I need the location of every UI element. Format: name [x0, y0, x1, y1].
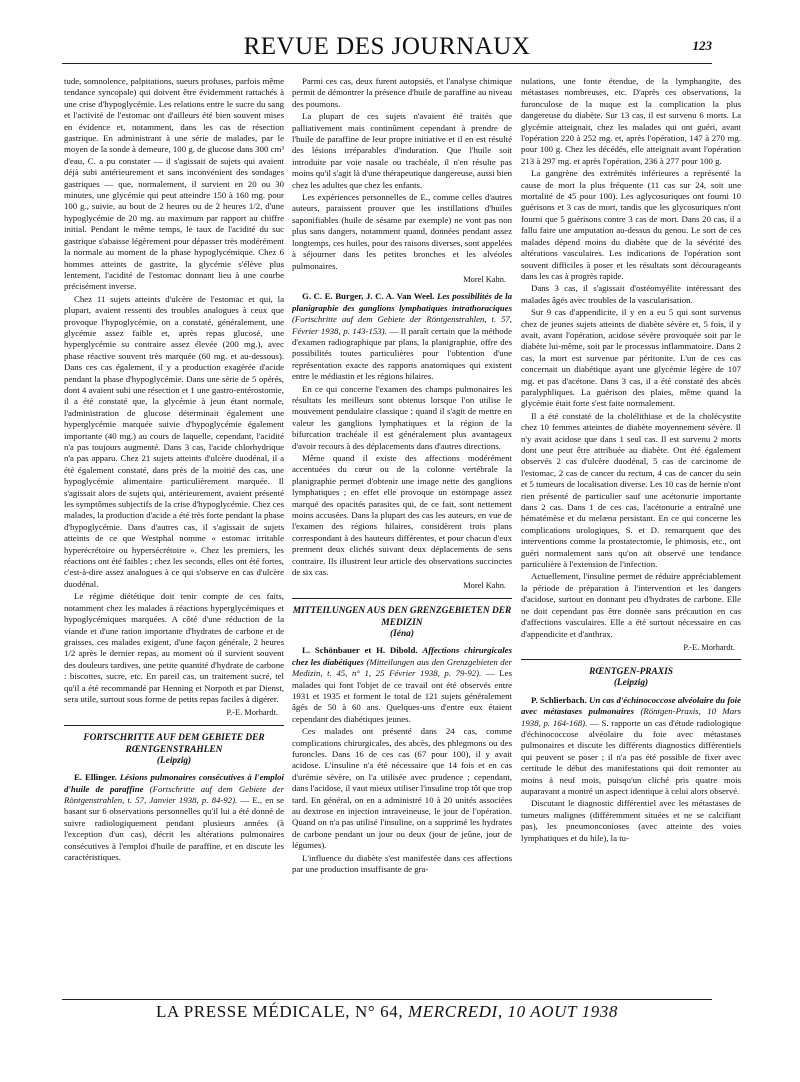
section-divider: [521, 659, 741, 660]
article-entry: [292, 291, 512, 382]
section-heading: MITTEILUNGEN AUS DEN GRENZGEBIETEN DER MEDIZIN: [292, 605, 512, 628]
article-entry: [64, 772, 284, 863]
article-title: Lésions pulmonaires consécutives à l'emploi d'huile de paraffine: [64, 772, 284, 794]
paragraph: Chez 11 sujets atteints d'ulcère de l'estomac et qui, la plupart, avaient ressenti des troubles analogues à ceux que provoque l'hypoglycémie, on a constaté, généralement, une glycémie assez faible et, après repas glucosé, une hyperglycémie su contraire assez élevée (200 mg.), avec phase réactive souvent très marquée (60 mg. et au-dessous). Dans ces cas également, il y a production exagérée d'acide pendant la phase d'hypoglycémie. Dans une série de 5 opérés, dont 4 avaient subi une résection et 1 une gastro-entérostomie, il a été constaté que, la glycémie à jeun étant normale, l'administration de glucose déterminait également une hyperglycémie marquée suivie d'hypoglycémie également importante (40 mg.) au cours de laquelle, cependant, l'acidité n'a pas toujours augmenté. Dans 3 cas, l'acide chlorhydrique n'a pas apparu. Chez 21 sujets atteints d'ulcère duodénal, il a été également constaté, dans près de la moitié des cas, une hypoglycémie alimentaire particulièrement marquée. Il s'agissait alors de sujets qui, antérieurement, avaient présenté les symptômes subjectifs de la crise d'hypoglycémie. Chez ces malades, la production d'acide a été très forte pendant la phase d'hypoglycémie. Dans d'autres cas, il s'agissait de sujets atteints de ce que Westphal nomme « estomac irritable hyperécrétoire ou hypersécrétoire ». Chez les premiers, les réactions ont été faibles ; chez les seconds, elles ont été fortes, c'est-à-dire assez analogues à ce qui s'observe en cas d'ulcère duodénal.: [64, 293, 284, 589]
section-divider: [64, 725, 284, 726]
paragraph: Sur 9 cas d'appendicite, il y en a eu 5 qui sont survenus chez de jeunes sujets atteints de diabète sévère et, 5 fois, il y avait, avant l'opération, acidose sévère provoquée soit par le diabète lui-même, soit par le processus inflammatoire. Dans 2 cas, la mort est survenue par péritonite. L'un de ces cas concernait un diabétique ayant une glycémie légère de 107 mg. et pas d'acétone. Dans 3 cas, il a été constaté des abcès paralyphliques. La guérison des plaies, même quand la glycémie était forte s'est faite normalement.: [521, 307, 741, 409]
column-2: [292, 76, 512, 998]
page-header: [62, 33, 712, 64]
paragraph: La plupart de ces sujets n'avaient été traités que palliativement mais continûment cependant à prendre de l'huile de paraffine de leur propre initiative et il en est résulté des lésions irréparables d'induration. Que l'huile soit introduite par voie nasale ou trachéale, il n'en résulte pas moins qu'il s'agit là d'une thérapeutique dangereuse, aussi bien chez les adultes que chez les enfants.: [292, 111, 512, 190]
paragraph: Il a été constaté de la cholélithiase et de la cholécystite chez 10 femmes atteintes de diabète moyennement sévère. Il n'y avait acidose que dans 1 seul cas. Il est survenu 2 morts dont une peut être attribuée au diabète. Ont été également observés 2 cas d'ulcère duodénal, 5 cas de carcinome de l'estomac, 2 cas de cancer du rectum, 4 cas de cancer du sein et 5 tumeurs de localisation diverse. Les 10 cas de hernie n'ont rien présenté de particulier sauf une acétonurie importante dans 2 cas. Dans 1 de ces cas, l'acétonurie a entraîné une hématémèse et du melæna persistant. En ce qui concerne les complications urologiques, S. et D. remarquent que des interventions comme la prostatectomie, le phimosis, etc., ont guéri normalement sans qu'on ait observé une tendance particulière à l'extension de l'infection.: [521, 410, 741, 570]
article-signature: P.-E. Morhardt.: [683, 642, 735, 652]
paragraph: Le régime diététique doit tenir compte de ces faits, notamment chez les malades à réactions hyperglycémiques et hypoglycémiques marquées. A côté d'une réduction de la viande et d'une ration importante d'hydrates de carbone et de graisses, ces malades exigent, d'une façon générale, 2 heures 1/2 après le dernier repas, au moment où il survient souvent des douleurs tardives, une petite quantité d'hydrate de carbone : biscottes, sucre, etc. En pareil cas, un traitement sucré, tel qu'il a été recommandé par Henning et Norpoth et par Dienst, sera utile, surtout sous forme de petits repas faciles à digérer.: [64, 591, 284, 704]
article-title: Les possibilités de la planigraphie des ganglions lymphatiques intrathoraciques: [292, 291, 512, 313]
article-source: (Mitteilungen aus den Grenzgebieten der Medizin, t. 45, n° 1, 25 Février 1938, p. 79-92).: [292, 656, 512, 679]
article-author: G. C. E. Burger, J. C. A. Van Weel.: [302, 291, 435, 302]
column-3: [521, 76, 741, 998]
article-title: Un cas d'échinococcose alvéolaire du foie avec métastases pulmonaires: [521, 694, 741, 717]
section-city: (Iéna): [390, 628, 414, 639]
paragraph: Ces malades ont présenté dans 24 cas, comme complications chirurgicales, des abcès, des phlegmons ou des furoncles. Dans 16 de ces cas (67 pour 100), il y avait acidose. L'insuline n'a été nécessaire que 14 fois et en cas d'urémie sévère, on l'a utilisée avec prudence ; cependant, dans l'acidose, il vaut mieux utiliser l'insuline trop tôt que trop tard. En général, on en a administré 10 à 20 unités associées au dextrose en injection intraveineuse, le jour de l'opération. Quand on n'a pas utilisé l'insuline, on a supprimé les hydrates de carbone pendant un jour ou deux (jour de jeûne, jour de légumes).: [292, 726, 512, 851]
section-divider: [292, 598, 512, 599]
article-text: — Les malades qui font l'objet de ce travail ont été observés entre 1931 et 1935 et forment le total de 121 sujets généralement âgés de 50 à 60 ans. Quelques-uns d'entre eux étaient cependant des diabétiques jeunes.: [292, 668, 512, 724]
journal-title: REVUE DES JOURNAUX: [243, 33, 531, 60]
paragraph: tude, somnolence, palpitations, sueurs profuses, parfois même tendance syncopale) qui doivent être évidemment rattachés à une crise d'hypoglycémie. Les relations entre le sucre du sang et l'activité de l'estomac ont d'ailleurs été bien souvent mises en évidence et, notamment, dans les cas de résection gastrique. En administrant à une série de malades, par le moyen de la sonde à demeure, 100 g. de glucose dans 300 cm³ d'eau, C. a pu constater — il s'agissait de sujets qui avaient déjà subi antérieurement et sans inconvénient des sondages gastriques — que, normalement, il survient en 20 ou 30 minutes, une glycémie qui peut atteindre 150 à 160 mg. pour 100 g., suivie, au bout de 2 heures ou de 2 heures 1/2, d'une hypoglycémie de 20 mg. au maximum par rapport au chiffre initial. Pendant le même temps, le taux de l'acidité du suc gastrique s'abaisse légèrement pour dépasser très modérément la normale au moment de la phase hypoglycémique. Chez 6 hommes atteints de gastrite, la glycémie s'élève plus lentement, l'acidité de l'estomac donnant lieu à une courbe précisément inverse.: [64, 76, 284, 292]
section-city: (Leipzig): [613, 678, 649, 689]
paragraph: Dans 3 cas, il s'agissait d'ostéomyélite intéressant des malades âgés avec troubles de la vascularisation.: [521, 283, 741, 305]
article-source: (Fortschritte auf dem Gebiete der Röntgenstrahlen, t. 57, Février 1938, p. 143-153).: [292, 314, 512, 336]
article-text: — E., en se basant sur 6 observations personnelles qu'il lui a été donné de suivre radiologiquement pendant plusieurs années (à l'exception d'un cas), décrit les altérations pulmonaires consécutives à l'emploi d'huile de paraffine, et en discute les caractéristiques.: [64, 794, 284, 862]
paragraph: En ce qui concerne l'examen des champs pulmonaires les résultats les meilleurs sont obtenus lorsque l'on utilise le mouvement pendulaire classique ; quand il s'agit de mettre en valeur les ganglions lymphatiques et la région de la bifurcation trachéale il est généralement plus avantageux d'avoir recours à des déplacements dans d'autres directions.: [292, 383, 512, 451]
article-text: — S. rapporte un cas d'étude radiologique d'échinococcose alvéolaire du foie avec métastases pulmonaires et discute les différents diagnostics différentiels qui peuvent se poser ; il n'a pas été possible de fixer avec certitude le début des manifestations qui doit remonter au moins à neuf mois, puisqu'un cliché pris quatre mois auparavant a montré un aspect identique à celui alors observé.: [521, 717, 741, 796]
section-heading: RŒNTGEN-PRAXIS: [589, 667, 673, 678]
section-heading: FORTSCHRITTE AUF DEM GEBIETE DER RŒNTGENSTRAHLEN: [83, 732, 265, 755]
article-author: L. Schönbauer et H. Dibold.: [302, 645, 418, 656]
paragraph: Parmi ces cas, deux furent autopsiés, et l'analyse chimique permit de démontrer la présence d'huile de paraffine au niveau des poumons.: [292, 76, 512, 109]
article-author: P. Schlierbach.: [531, 694, 587, 705]
article-author: E. Ellinger.: [74, 772, 117, 783]
column-1: [64, 76, 284, 998]
article-signature: P.-E. Morhardt.: [226, 708, 278, 718]
footer-line: [62, 1002, 712, 1022]
paragraph: Même quand il existe des affections modérément accentuées du cœur ou de la colonne vertébrale la planigraphie permet d'obtenir une image nette des ganglions lymphatiques ; en effet elle provoque un estompage assez marqué des opacités parasites qui, de ce fait, sont nettement moins accusées. Dans la plupart des cas les auteurs, en vue de l'examen des régions hilaires, considèrent trois plans correspondant à des hauteurs différentes, et pour chacun d'eux prennent deux clichés suivant deux déplacements de sens contraire. Ils illustrent leur article des observations succinctes de six cas.: [292, 453, 512, 578]
page-number: 123: [692, 38, 712, 53]
article-title: Affections chirurgicales chez les diabétiques: [292, 645, 512, 667]
article-text: — Il paraît certain que la méthode d'examen radiographique par plans, la planigraphie, offre des possibilités toutes particulières pour l'obtention d'une représentation exacte des rapports anatomiques qui existent entre le médiastin et les régions hilaires.: [292, 325, 512, 382]
article-entry: [521, 695, 741, 798]
paragraph: L'influence du diabète s'est manifestée dans ces affections par une production insuffisante de gra-: [292, 852, 512, 874]
journal-issue: LA PRESSE MÉDICALE, N° 64,: [155, 1002, 404, 1021]
article-source: (Röntgen-Praxis, 10 Mars 1938, p. 164-168).: [521, 706, 741, 728]
section-city: (Leipzig): [156, 755, 192, 766]
paragraph: La gangrène des extrémités inférieures a représenté la cause de mort la plus fréquente (11 cas sur 24, soit une mortalité de 45 pour 100). Les aglycosuriques ont fourni 10 guérisons et 3 cas de mort, tandis que les glycosuriques n'ont fourni que 5 guérisons contre 3 cas de mort. Dans 20 cas, il a fallu faire une amputation au-dessus du genou. Le sort de ces malades dépend moins du diabète que de la sévérité des altérations vasculaires. Les indications de l'opération sont souvent difficiles à poser et les résultats sont décourageants dans les cas à progrès rapide.: [521, 168, 741, 281]
paragraph: Les expériences personnelles de E., comme celles d'autres auteurs, paraissent prouver que les instillations d'huiles saponifiables (huile de sésame par exemple) ne vont pas non plus sans dangers, notamment quand, données pendant assez longtemps, ces huiles, pour des raisons diverses, sont appelées à séjourner dans les petites bronches et les alvéoles pulmonaires.: [292, 192, 512, 271]
paragraph: nulations, une fonte étendue, de la lymphangite, des métastases nombreuses, etc. D'après ces observations, la furonculose de la nuque est la complication la plus dangereuse du diabète. Sur 13 cas, il est survenu 6 morts. La glycémie atteignait, chez les malades qui ont guéri, avant l'opération 220 à 252 mg. et, après l'opération, 147 à 270 mg. pour 100 g. Chez les décédés, elle atteignait avant l'opération 213 à 297 mg. et après l'opération, 236 à 277 pour 100 g.: [521, 76, 741, 166]
paragraph: Actuellement, l'insuline permet de réduire appréciablement la période de préparation à l'intervention et les dangers d'acidose, surtout en donnant peu d'hydrates de carbone. Elle ne doit cependant pas être donnée sans précaution en cas d'affections vasculaires. Elle a été surtout nécessaire en cas d'appendicite et d'anthrax.: [521, 571, 741, 639]
article-entry: [292, 645, 512, 725]
issue-date: MERCREDI, 10 AOUT 1938: [408, 1002, 619, 1021]
paragraph: Discutant le diagnostic différentiel avec les métastases de tumeurs malignes (différemment situées et ne se calcifiant pas), les pneumonconioses (avec atteinte des voies lymphatiques et du hile), la tu-: [521, 798, 741, 843]
article-signature: Morel Kahn.: [463, 274, 506, 284]
article-source: (Fortschritte auf dem Gebiete der Röntgenstrahlen, t. 57, Janvier 1938, p. 84-92).: [64, 783, 284, 805]
page-footer: [62, 999, 712, 1028]
article-signature: Morel Kahn.: [463, 581, 506, 591]
